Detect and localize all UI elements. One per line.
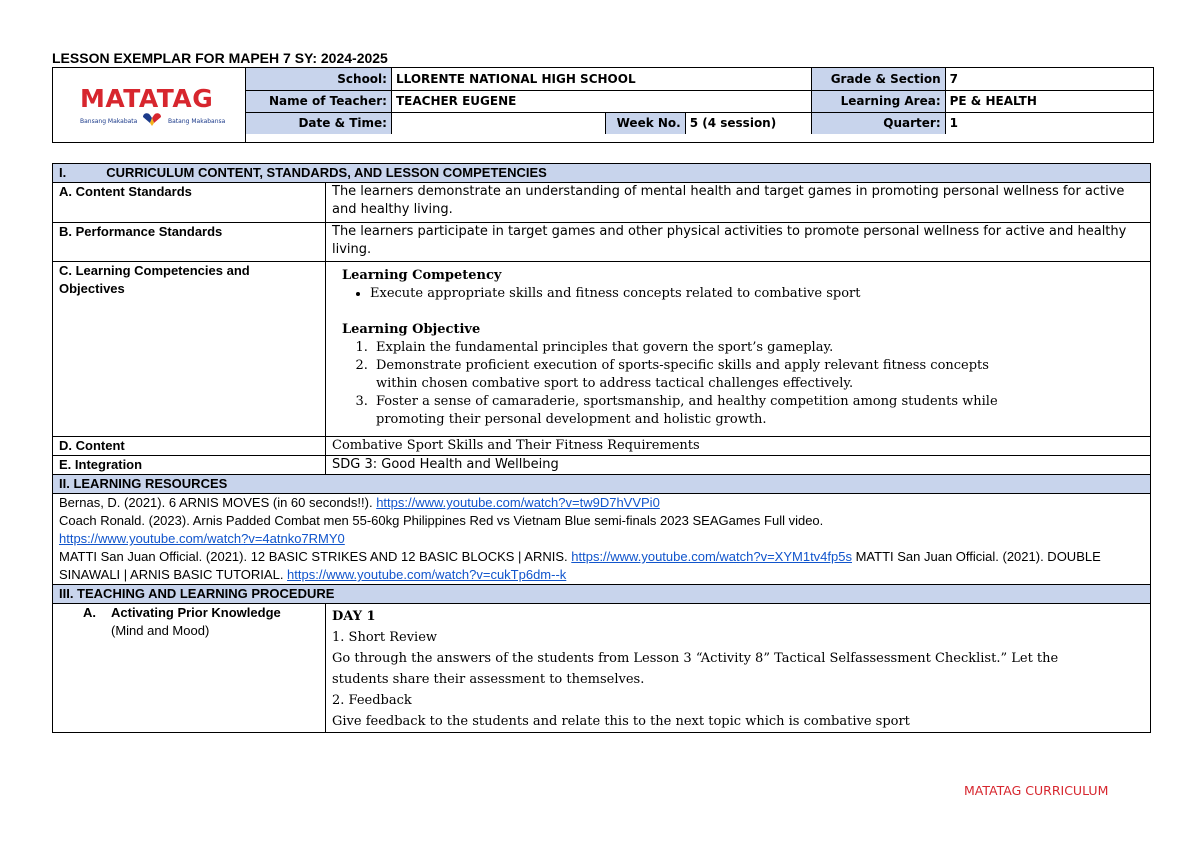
reference-link[interactable]: https://www.youtube.com/watch?v=tw9D7hVVPi0 <box>376 495 660 510</box>
performance-standards-label: B. Performance Standards <box>53 223 326 262</box>
reference-text: Coach Ronald. (2023). Arnis Padded Combat men 55-60kg Philippines Red vs Vietnam Blue semi-finals 2023 SEAGames Full video. <box>59 513 824 528</box>
heart-logo-icon <box>141 111 163 127</box>
header-box <box>52 67 1154 143</box>
competency-item: • Execute appropriate skills and fitness concepts related to combative sport <box>370 285 1144 303</box>
section-1-number: I. <box>59 165 67 180</box>
learning-area-label: Learning Area: <box>811 90 945 112</box>
date-value <box>391 112 605 134</box>
section-1-title: CURRICULUM CONTENT, STANDARDS, AND LESSON COMPETENCIES <box>106 165 547 180</box>
apk-content <box>326 604 1151 733</box>
reference-text: MATTI San Juan Official. (2021). DOUBLE SINAWALI | ARNIS BASIC TUTORIAL. <box>59 549 1101 582</box>
quarter-label: Quarter: <box>811 112 945 134</box>
learning-area-value: PE & HEALTH <box>945 90 1153 112</box>
teacher-value: TEACHER EUGENE <box>391 90 811 112</box>
matatag-logo: MATATAG <box>80 84 214 113</box>
step-text: Give feedback to the students and relate this to the next topic which is combative sport <box>332 714 910 729</box>
date-label: Date & Time: <box>246 112 392 134</box>
logo-tagline-right: Batang Makabansa <box>168 118 226 125</box>
step-title: 2. Feedback <box>332 693 412 708</box>
content-standards-value: The learners demonstrate an understanding of mental health and target games in promoting personal wellness for active and healthy living. <box>326 183 1151 223</box>
grade-value: 7 <box>945 68 1153 90</box>
competency-list <box>332 285 1144 303</box>
teacher-label: Name of Teacher: <box>246 90 392 112</box>
logo-cell <box>53 68 246 142</box>
integration-label: E. Integration <box>53 456 326 475</box>
apk-title: A. Activating Prior Knowledge <box>83 605 281 620</box>
footer-label: MATATAG CURRICULUM <box>964 783 1109 798</box>
integration-value: SDG 3: Good Health and Wellbeing <box>326 456 1151 475</box>
quarter-value: 1 <box>945 112 1153 134</box>
competencies-cell <box>326 262 1151 437</box>
header-table <box>245 68 1153 134</box>
section-3-heading: III. TEACHING AND LEARNING PROCEDURE <box>53 585 1151 604</box>
grade-label: Grade & Section <box>811 68 945 90</box>
competencies-label: C. Learning Competencies and Objectives <box>53 262 326 437</box>
school-label: School: <box>246 68 392 90</box>
objective-list <box>332 339 1144 429</box>
objective-heading: Learning Objective <box>342 322 481 337</box>
document-title: LESSON EXEMPLAR FOR MAPEH 7 SY: 2024-2025 <box>52 50 388 66</box>
content-value: Combative Sport Skills and Their Fitness Requirements <box>326 437 1151 456</box>
reference-link[interactable]: https://www.youtube.com/watch?v=cukTp6dm--k <box>287 567 567 582</box>
reference-link[interactable]: https://www.youtube.com/watch?v=XYM1tv4fp5s <box>571 549 852 564</box>
reference-text: Bernas, D. (2021). 6 ARNIS MOVES (in 60 seconds!!). <box>59 495 377 510</box>
lesson-table <box>52 163 1151 733</box>
day-label: DAY 1 <box>332 609 376 624</box>
step-text: Go through the answers of the students from Lesson 3 “Activity 8” Tactical Selfassessment Checklist.” Let the students share their assessment to themselves. <box>332 651 1059 687</box>
section-1-heading <box>53 164 1151 183</box>
activating-prior-knowledge-label <box>53 604 326 733</box>
school-value: LLORENTE NATIONAL HIGH SCHOOL <box>391 68 811 90</box>
reference-text: MATTI San Juan Official. (2021). 12 BASIC STRIKES AND 12 BASIC BLOCKS | ARNIS. <box>59 549 572 564</box>
week-label: Week No. <box>605 112 685 134</box>
apk-subtitle: (Mind and Mood) <box>111 623 210 638</box>
resources-cell <box>53 494 1151 585</box>
content-standards-label: A. Content Standards <box>53 183 326 223</box>
objective-item: 2. Demonstrate proficient execution of sports-specific skills and apply relevant fitness concepts within chosen combative sport to address tactical challenges effectively. <box>372 357 1144 393</box>
content-label: D. Content <box>53 437 326 456</box>
objective-item: 3. Foster a sense of camaraderie, sportsmanship, and healthy competition among students while promoting their personal development and holistic growth. <box>372 393 1144 429</box>
logo-tagline-left: Bansang Makabata <box>80 118 138 125</box>
performance-standards-value: The learners participate in target games and other physical activities to promote personal wellness for active and healthy living. <box>326 223 1151 262</box>
section-2-heading: II. LEARNING RESOURCES <box>53 475 1151 494</box>
reference-link[interactable]: https://www.youtube.com/watch?v=4atnko7RMY0 <box>59 531 345 546</box>
step-title: 1. Short Review <box>332 630 438 645</box>
competency-heading: Learning Competency <box>342 268 502 283</box>
week-value: 5 (4 session) <box>685 112 811 134</box>
objective-item: 1. Explain the fundamental principles that govern the sport’s gameplay. <box>372 339 1144 357</box>
